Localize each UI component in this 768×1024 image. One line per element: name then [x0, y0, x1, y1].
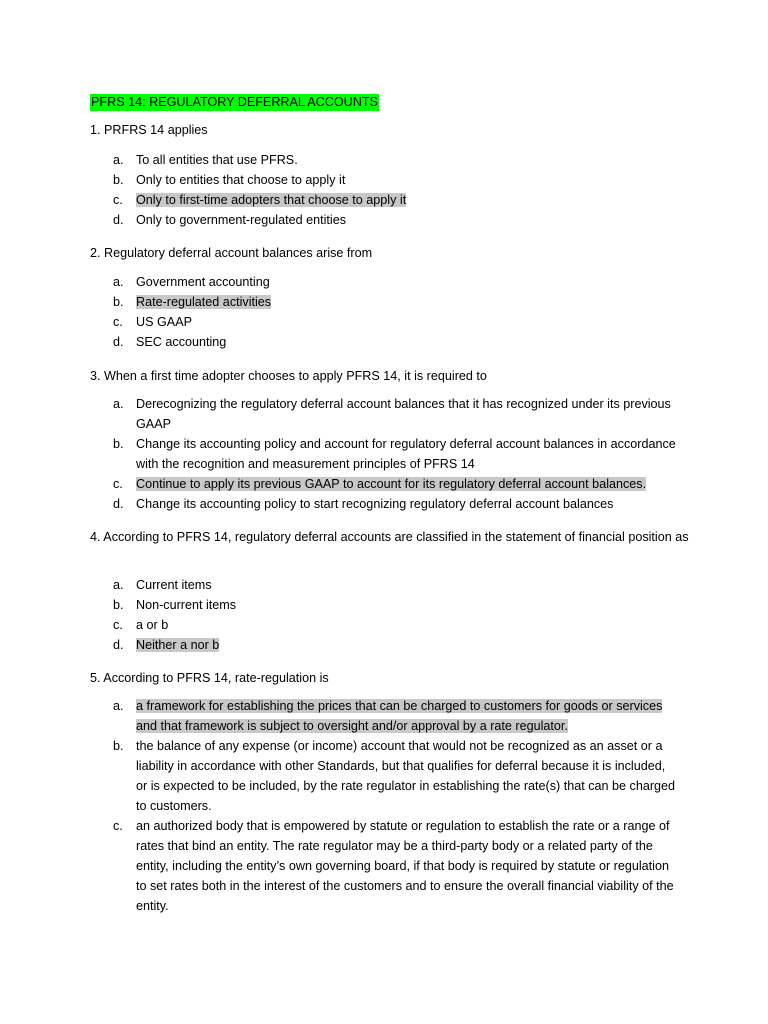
highlighted-answer: Rate-regulated activities — [136, 295, 272, 309]
question-3-options — [113, 394, 678, 514]
question-5-option-c: c. an authorized body that is empowered by statute or regulation to establish the rate or a range of rates that bind an entity. The rate regulator may be a third-party body or a related party of the entity, including the entity’s own governing board, if that body is required by statute or regulation to set rates both in the interest of the customers and to ensure the overall financial viability of the entity. — [113, 819, 674, 913]
question-4-option-b: b. Non-current items — [113, 598, 237, 612]
question-2-stem: 2. Regulatory deferral account balances arise from — [90, 246, 373, 260]
question-2-option-a: a. Government accounting — [113, 275, 270, 289]
question-5-option-a: a. a framework for establishing the prices that can be charged to customers for goods or services and that framework is subject to oversight and/or approval by a rate regulator. — [113, 699, 663, 733]
highlighted-answer: Continue to apply its previous GAAP to account for its regulatory deferral account balances. — [136, 477, 647, 491]
highlighted-answer: Neither a nor b — [136, 638, 220, 652]
highlighted-answer: a framework for establishing the prices that can be charged to customers for goods or services and that framework is subject to oversight and/or approval by a rate regulator. — [136, 699, 663, 733]
question-1-option-d: d. Only to government-regulated entities — [113, 213, 347, 227]
question-3-option-d: d. Change its accounting policy to start recognizing regulatory deferral account balances — [113, 497, 614, 511]
question-4-option-a: a. Current items — [113, 578, 212, 592]
question-1-option-b: b. Only to entities that choose to apply it — [113, 173, 346, 187]
question-1-option-c: c. Only to first-time adopters that choose to apply it — [113, 193, 407, 207]
question-1-options — [113, 150, 678, 230]
question-2-option-d: d. SEC accounting — [113, 335, 227, 349]
question-3-option-c: c. Continue to apply its previous GAAP to account for its regulatory deferral account balances. — [113, 477, 647, 491]
question-2-options — [113, 272, 678, 352]
question-4-option-c: c. a or b — [113, 618, 169, 632]
question-5-options — [113, 696, 678, 916]
question-4-stem: 4. According to PFRS 14, regulatory deferral accounts are classified in the statement of financial position as — [90, 530, 689, 544]
highlighted-answer: Only to first-time adopters that choose to apply it — [136, 193, 407, 207]
question-4-option-d: d. Neither a nor b — [113, 638, 220, 652]
question-3-stem: 3. When a first time adopter chooses to apply PFRS 14, it is required to — [90, 369, 487, 383]
question-1-stem: 1. PRFRS 14 applies — [90, 123, 208, 137]
question-4-options — [113, 575, 678, 655]
question-5-option-b: b. the balance of any expense (or income) account that would not be recognized as an asset or a liability in accordance with other Standards, but that qualifies for deferral because it is included, or is expected to be included, by the rate regulator in establishing the rate(s) that can be charged to customers. — [113, 739, 676, 813]
document-title: PFRS 14: REGULATORY DEFERRAL ACCOUNTS — [91, 95, 378, 109]
question-3-option-b: b. Change its accounting policy and account for regulatory deferral account balances in accordance with the recognition and measurement principles of PFRS 14 — [113, 437, 676, 471]
question-5-stem: 5. According to PFRS 14, rate-regulation is — [90, 671, 329, 685]
question-2-option-c: c. US GAAP — [113, 315, 192, 329]
question-2-option-b: b. Rate-regulated activities — [113, 295, 272, 309]
question-3-option-a: a. Derecognizing the regulatory deferral account balances that it has recognized under its previous GAAP — [113, 397, 671, 431]
question-1-option-a: a. To all entities that use PFRS. — [113, 153, 298, 167]
